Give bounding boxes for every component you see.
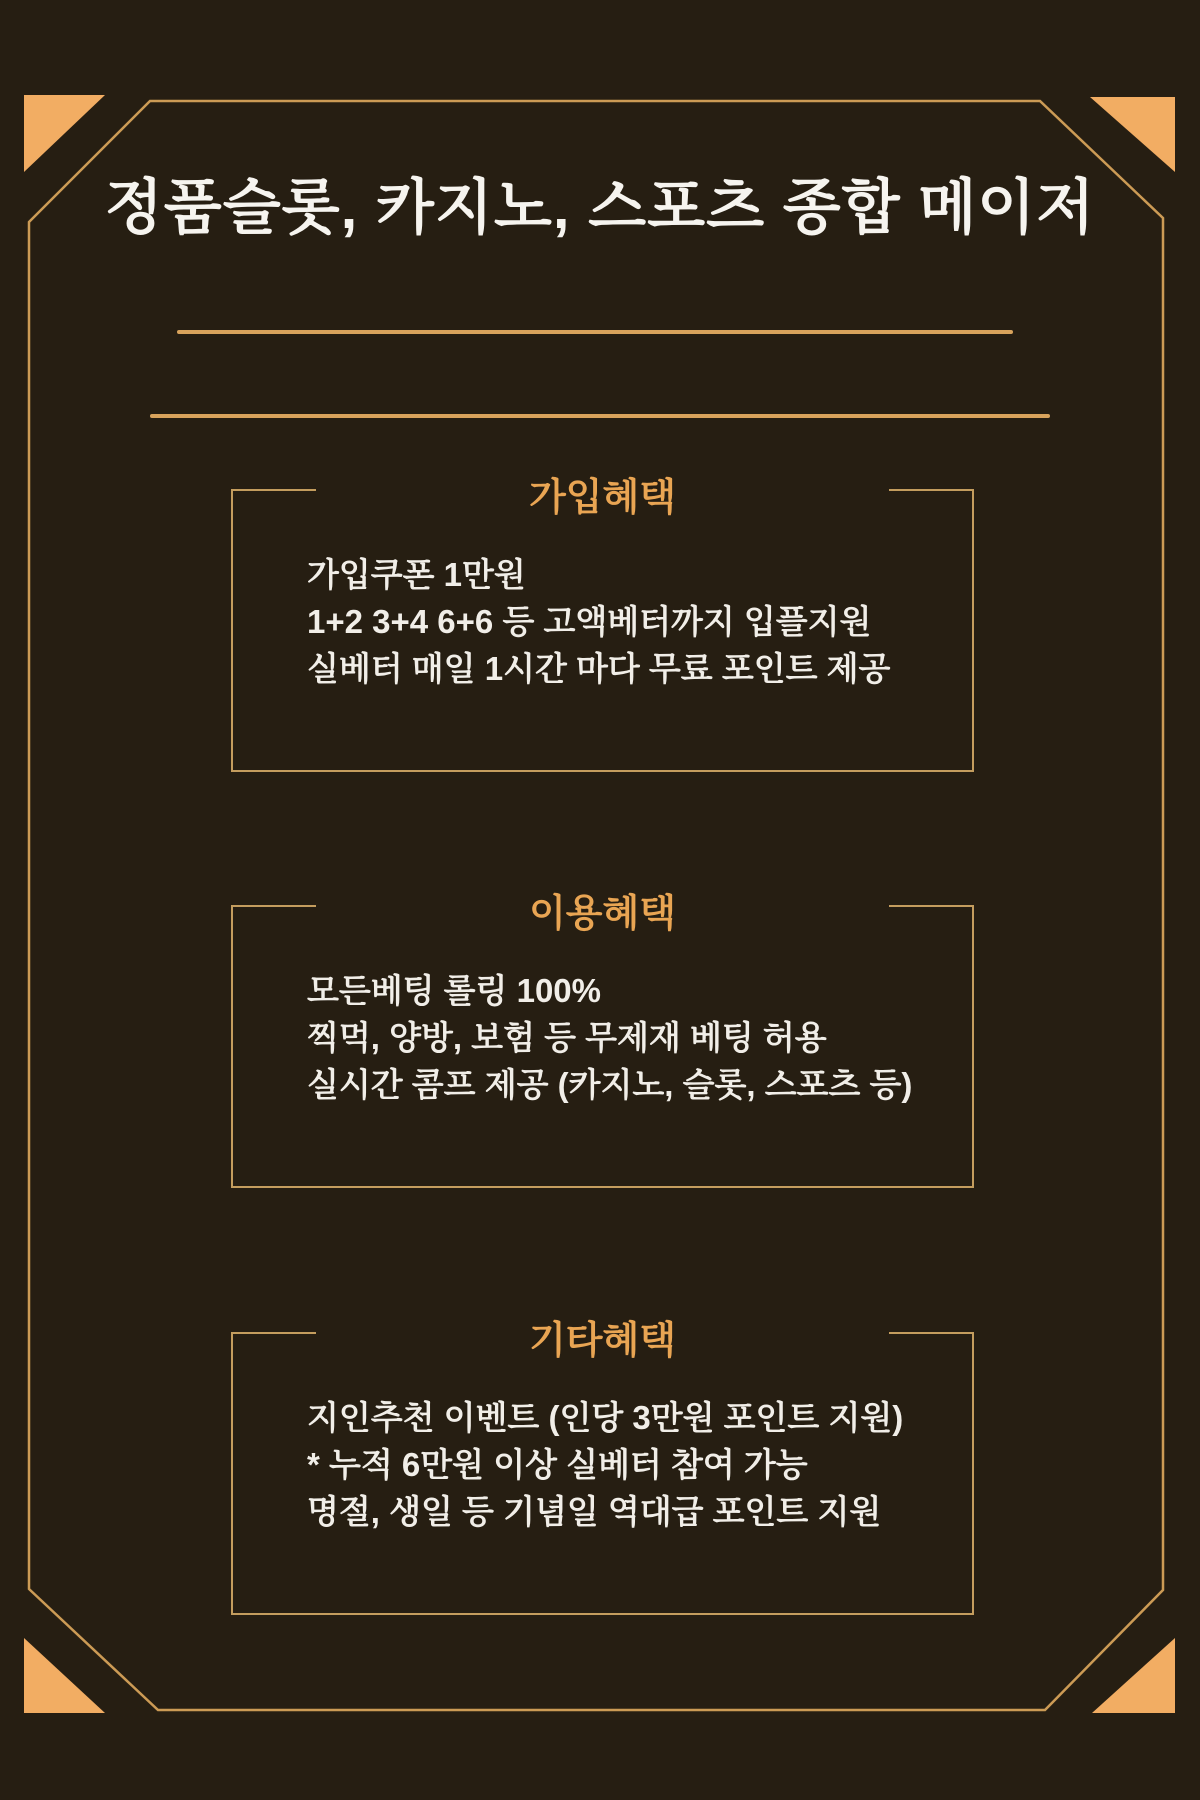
benefit-line: * 누적 6만원 이상 실베터 참여 가능 bbox=[307, 1446, 808, 1483]
benefit-line: 지인추천 이벤트 (인당 3만원 포인트 지원) bbox=[307, 1399, 904, 1436]
benefit-line: 찍먹, 양방, 보험 등 무제재 베팅 허용 bbox=[307, 1019, 827, 1056]
section-body bbox=[307, 1394, 942, 1535]
page-title: 정품슬롯, 카지노, 스포츠 종합 메이저 bbox=[104, 174, 1096, 241]
section-signup-benefits bbox=[231, 477, 974, 772]
title-underline-top bbox=[177, 330, 1013, 334]
section-usage-benefits bbox=[231, 893, 974, 1188]
section-heading: 기타혜택 bbox=[529, 1320, 676, 1362]
benefit-line: 가입쿠폰 1만원 bbox=[307, 556, 526, 593]
section-body bbox=[307, 967, 942, 1108]
section-other-benefits bbox=[231, 1320, 974, 1615]
title-underline-bottom bbox=[150, 414, 1050, 418]
section-heading: 가입혜택 bbox=[529, 477, 676, 519]
benefit-line: 모든베팅 롤링 100% bbox=[307, 972, 602, 1009]
benefit-line: 실시간 콤프 제공 (카지노, 슬롯, 스포츠 등) bbox=[307, 1066, 913, 1103]
benefit-line: 명절, 생일 등 기념일 역대급 포인트 지원 bbox=[307, 1493, 882, 1530]
benefit-line: 1+2 3+4 6+6 등 고액베터까지 입플지원 bbox=[307, 603, 872, 640]
section-body bbox=[307, 551, 942, 692]
benefit-line: 실베터 매일 1시간 마다 무료 포인트 제공 bbox=[307, 650, 891, 687]
section-heading: 이용혜택 bbox=[529, 893, 676, 935]
